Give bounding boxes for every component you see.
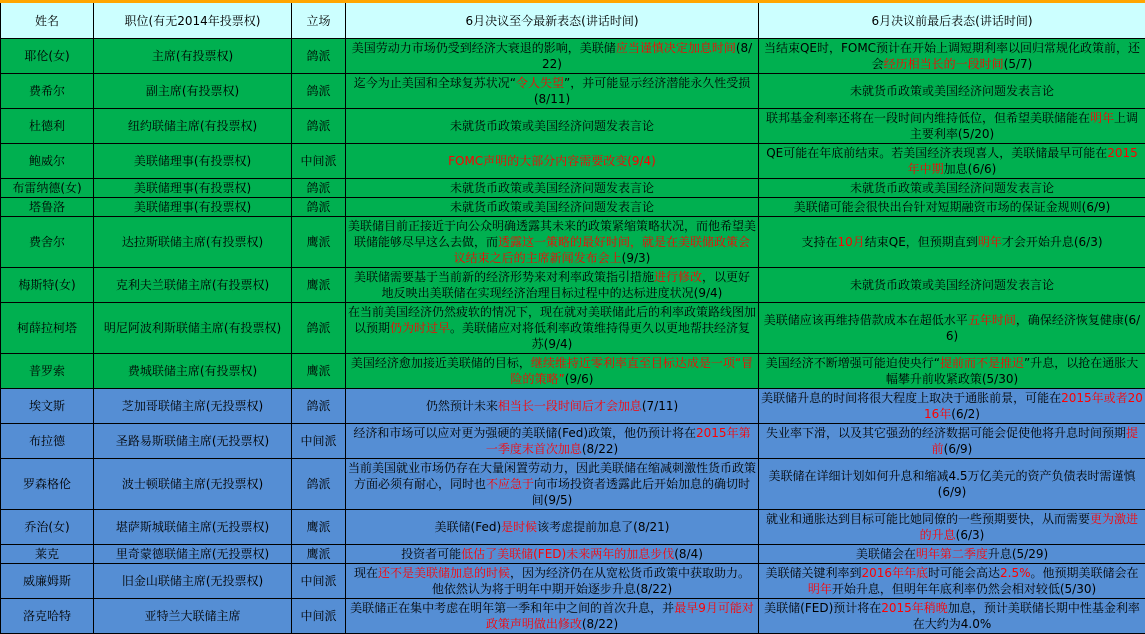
statement-text: 美国劳动力市场仍受到经济大衰退的影响，美联储 <box>352 41 616 55</box>
highlighted-text: 2.5% <box>1000 566 1031 580</box>
statement-text: (9/3) <box>622 251 651 265</box>
last-statement-cell[interactable] <box>759 564 1145 599</box>
highlighted-text: 明年 <box>978 235 1002 249</box>
statement-text: 美联储应该再维持借款成本在超低水平 <box>764 313 968 327</box>
last-statement-cell[interactable] <box>759 424 1145 459</box>
stance-cell[interactable]: 中间派 <box>292 564 346 599</box>
table-row <box>1 109 1145 144</box>
statement-text: 未就货币政策或美国经济问题发表言论 <box>450 181 654 195</box>
statement-text: ，以更好地反映出美联储在实现经济治理目标过程中的达标进度状况(9/4) <box>382 270 750 300</box>
column-header-latest-statement[interactable]: 6月决议至今最新表态(讲话时间) <box>346 2 759 39</box>
name-cell[interactable]: 布拉德 <box>1 424 94 459</box>
position-cell[interactable]: 美联储理事(有投票权) <box>94 198 292 217</box>
highlighted-text: 令人失望 <box>516 76 564 90</box>
highlighted-text: 明年第二季度 <box>916 547 988 561</box>
name-cell-selected[interactable]: 洛克哈特 <box>1 599 94 634</box>
stance-cell[interactable]: 鹰派 <box>292 268 346 303</box>
highlighted-text: 10月 <box>838 235 865 249</box>
latest-statement-cell[interactable] <box>346 389 759 424</box>
statement-text: 未就货币政策或美国经济问题发表言论 <box>850 278 1054 292</box>
latest-statement-cell[interactable] <box>346 599 759 634</box>
name-cell[interactable]: 柯薛拉柯塔 <box>1 303 94 354</box>
highlighted-text: 明年 <box>808 582 832 596</box>
name-cell[interactable]: 莱克 <box>1 545 94 564</box>
statement-text: 美联储在详细计划如何升息和缩减4.5万亿美元的资产负债表时需谨慎(6/9) <box>768 469 1135 499</box>
statement-text: 美联储会在 <box>856 547 916 561</box>
last-statement-cell[interactable] <box>759 74 1145 109</box>
table-row <box>1 545 1145 564</box>
latest-statement-cell[interactable] <box>346 144 759 179</box>
column-header-position[interactable]: 职位(有无2014年投票权) <box>94 2 292 39</box>
last-statement-cell[interactable] <box>759 389 1145 424</box>
position-cell[interactable]: 波士顿联储主席(无投票权) <box>94 459 292 510</box>
statement-text: (6/3) <box>956 528 985 542</box>
statement-text: 结束QE，但预期直到 <box>865 235 978 249</box>
statement-text: (8/22) <box>582 442 618 456</box>
latest-statement-cell[interactable] <box>346 303 759 354</box>
position-cell[interactable]: 圣路易斯联储主席(无投票权) <box>94 424 292 459</box>
table-row <box>1 198 1145 217</box>
statement-text: 未就货币政策或美国经济问题发表言论 <box>450 119 654 133</box>
last-statement-cell[interactable] <box>759 109 1145 144</box>
statement-text: 美联储可能会很快出台针对短期融资市场的保证金规则(6/9) <box>794 200 1111 214</box>
statement-text: 就业和通胀达到目标可能比她同僚的一些预期要快，从而需要 <box>766 512 1090 526</box>
table-row <box>1 459 1145 510</box>
last-statement-cell[interactable] <box>759 303 1145 354</box>
highlighted-text: FOMC声明的大部分内容需要改变(9/4) <box>448 154 656 168</box>
statement-text: ，因为经济仍在从宽松货币政策中获取助力。他依然认为将于明年中期开始逐步升息(8/22) <box>432 566 750 596</box>
position-cell[interactable]: 达拉斯联储主席(有投票权) <box>94 217 292 268</box>
position-cell[interactable]: 主席(有投票权) <box>94 39 292 74</box>
statement-text: 在当前美国经济仍然疲软的情况下，现在就对美联储此后的利率政策路线图加以预期 <box>348 305 756 335</box>
latest-statement-cell[interactable] <box>346 564 759 599</box>
statement-text: 美联储升息的时间将很大程度上取决于通胀前景，可能在 <box>761 391 1061 405</box>
highlighted-text: 最早9月可能对政策声明做出修改 <box>486 601 754 631</box>
highlighted-text: 低估了美联储(FED)未来两年的加息步伐 <box>461 547 674 561</box>
statement-text: 美国经济愈加接近美联储的目标， <box>351 356 531 370</box>
table-row <box>1 510 1145 545</box>
position-cell[interactable]: 美联储理事(有投票权) <box>94 179 292 198</box>
highlighted-text: 2015年稍晚 <box>881 601 948 615</box>
position-cell[interactable]: 美联储理事(有投票权) <box>94 144 292 179</box>
name-cell[interactable]: 罗森格伦 <box>1 459 94 510</box>
statement-text: (8/22) <box>582 617 618 631</box>
statement-text: 联邦基金利率还将在一段时间内维持低位，但希望美联储能在 <box>766 111 1090 125</box>
statement-text: 未就货币政策或美国经济问题发表言论 <box>850 181 1054 195</box>
column-header-last-statement[interactable]: 6月决议前最后表态(讲话时间) <box>759 2 1145 39</box>
statement-text: 现在 <box>354 566 378 580</box>
name-cell[interactable]: 埃文斯 <box>1 389 94 424</box>
last-statement-cell[interactable] <box>759 268 1145 303</box>
statement-text: 美联储需要基于当前新的经济形势来对利率政策指引措施 <box>354 270 654 284</box>
statement-text: 美联储正在集中考虑在明年第一季和年中之间的首次升息，并 <box>350 601 674 615</box>
stance-cell[interactable]: 鸽派 <box>292 303 346 354</box>
table-row <box>1 564 1145 599</box>
stance-cell[interactable]: 鸽派 <box>292 198 346 217</box>
highlighted-text: 五年时间 <box>968 313 1016 327</box>
table-row <box>1 217 1145 268</box>
table-row <box>1 144 1145 179</box>
table-row <box>1 303 1145 354</box>
latest-statement-cell[interactable] <box>346 39 759 74</box>
name-cell[interactable]: 乔治(女) <box>1 510 94 545</box>
statement-text: 未就货币政策或美国经济问题发表言论 <box>850 84 1054 98</box>
last-statement-cell[interactable] <box>759 39 1145 74</box>
stance-cell[interactable]: 鸽派 <box>292 74 346 109</box>
position-cell[interactable]: 纽约联储主席(有投票权) <box>94 109 292 144</box>
stance-cell[interactable]: 中间派 <box>292 424 346 459</box>
latest-statement-cell[interactable] <box>346 268 759 303</box>
statement-text: 美联储关键利率到 <box>765 566 861 580</box>
statement-text: 仍然预计未来 <box>426 399 498 413</box>
statement-text: (9/6) <box>565 372 594 386</box>
statement-text: 未就货币政策或美国经济问题发表言论 <box>450 200 654 214</box>
name-cell[interactable]: 费舍尔 <box>1 217 94 268</box>
position-cell[interactable]: 亚特兰大联储主席 <box>94 599 292 634</box>
position-cell[interactable]: 旧金山联储主席(无投票权) <box>94 564 292 599</box>
statement-text: 投资者可能 <box>401 547 461 561</box>
statement-text: 才会开始升息(6/3) <box>1002 235 1103 249</box>
statement-text: (7/11) <box>642 399 678 413</box>
table-row <box>1 389 1145 424</box>
highlighted-text: 明年 <box>1090 111 1114 125</box>
statement-text: 美国经济不断增强可能迫使央行“ <box>766 356 940 370</box>
name-cell[interactable]: 威廉姆斯 <box>1 564 94 599</box>
statement-text: 迄今为止美国和全球复苏状况“ <box>354 76 516 90</box>
last-statement-cell[interactable] <box>759 459 1145 510</box>
last-statement-cell[interactable] <box>759 179 1145 198</box>
statement-text: 开始升息，但明年年底利率仍然会相对较低(5/30) <box>832 582 1096 596</box>
statement-text: 升息(5/29) <box>988 547 1048 561</box>
table-row <box>1 424 1145 459</box>
stance-cell[interactable]: 鸽派 <box>292 459 346 510</box>
highlighted-text: 继续维持近零利率直至目标达成是一项“冒险的策略” <box>511 356 754 386</box>
latest-statement-cell[interactable] <box>346 217 759 268</box>
table-row <box>1 268 1145 303</box>
column-header-stance[interactable]: 立场 <box>292 2 346 39</box>
statement-text: 该考虑提前加息了(8/21) <box>537 520 669 534</box>
name-cell[interactable]: 杜德利 <box>1 109 94 144</box>
table-header-row <box>1 2 1145 39</box>
position-cell[interactable]: 费城联储主席(有投票权) <box>94 354 292 389</box>
statement-text: (6/2) <box>951 407 980 421</box>
name-cell[interactable]: 布雷纳德(女) <box>1 179 94 198</box>
latest-statement-cell[interactable] <box>346 179 759 198</box>
stance-cell[interactable]: 鹰派 <box>292 354 346 389</box>
highlighted-text: 2015年或者2016年 <box>924 391 1143 421</box>
table-body <box>1 39 1145 634</box>
statement-text: 加息，预计美联储长期中性基金利率在大约为4.0% <box>913 601 1140 631</box>
last-statement-cell[interactable] <box>759 545 1145 564</box>
highlighted-text: 提前而不是推迟 <box>940 356 1024 370</box>
position-cell[interactable]: 堪萨斯城联储主席(无投票权) <box>94 510 292 545</box>
name-cell[interactable]: 塔鲁洛 <box>1 198 94 217</box>
stance-cell[interactable]: 鸽派 <box>292 179 346 198</box>
statement-text: 。他预期美联储会在 <box>1031 566 1139 580</box>
last-statement-cell[interactable] <box>759 144 1145 179</box>
latest-statement-cell[interactable] <box>346 424 759 459</box>
last-statement-cell[interactable] <box>759 217 1145 268</box>
column-header-name[interactable]: 姓名 <box>1 2 94 39</box>
stance-cell[interactable]: 中间派 <box>292 599 346 634</box>
stance-cell[interactable]: 鸽派 <box>292 109 346 144</box>
last-statement-cell[interactable] <box>759 354 1145 389</box>
table-row <box>1 599 1145 634</box>
highlighted-text: 透露这一策略的最好时间，就是在美联储政策会议结束之后的主席新闻发布会上 <box>454 235 750 265</box>
statement-text: (8/4) <box>674 547 703 561</box>
name-cell[interactable]: 费希尔 <box>1 74 94 109</box>
highlighted-text: 是时候 <box>501 520 537 534</box>
statement-text: 。美联储应对将低利率政策维持得更久以更地帮扶经济复苏(9/4) <box>450 321 750 351</box>
statement-text: 当前美国就业市场仍存在大量闲置劳动力，因此美联储在缩减刺激性货币政策方面必须有耐心，同时也 <box>348 461 756 491</box>
statement-text: QE可能在年底前结束。若美国经济表现喜人，美联储最早可能在 <box>766 146 1107 160</box>
name-cell[interactable]: 梅斯特(女) <box>1 268 94 303</box>
stance-cell[interactable]: 鹰派 <box>292 510 346 545</box>
statement-text: (8/22) <box>542 41 752 71</box>
statement-text: 经济和市场可以应对更为强硬的美联储(Fed)政策，他仍预计将在 <box>353 426 696 440</box>
position-cell[interactable]: 明尼阿波利斯联储主席(有投票权) <box>94 303 292 354</box>
highlighted-text: 2015年第一季度末首次加息 <box>486 426 751 456</box>
last-statement-cell[interactable] <box>759 599 1145 634</box>
latest-statement-cell[interactable] <box>346 459 759 510</box>
statement-text: (5/7) <box>1004 57 1033 71</box>
table-row <box>1 74 1145 109</box>
position-cell[interactable]: 芝加哥联储主席(无投票权) <box>94 389 292 424</box>
highlighted-text: 不应急于 <box>486 477 534 491</box>
statement-text: 加息(6/6) <box>944 162 997 176</box>
statement-text: 当结束QE时，FOMC预计在开始上调短期利率以回归常规化政策前，还会 <box>764 41 1140 71</box>
table-row <box>1 179 1145 198</box>
highlighted-text: 应当谨慎决定加息时间 <box>616 41 736 55</box>
highlighted-text: 相当长一段时间后才会加息 <box>498 399 642 413</box>
statement-text: ”升息，以抢在通胀大幅攀升前收紧政策(5/30) <box>886 356 1138 386</box>
latest-statement-cell[interactable] <box>346 354 759 389</box>
last-statement-cell[interactable] <box>759 198 1145 217</box>
table-row <box>1 354 1145 389</box>
last-statement-cell[interactable] <box>759 510 1145 545</box>
highlighted-text: 2016年年底 <box>861 566 928 580</box>
statement-text: 支持在 <box>801 235 837 249</box>
name-cell[interactable]: 鲍威尔 <box>1 144 94 179</box>
highlighted-text: 仍为时过早 <box>390 321 450 335</box>
position-cell[interactable]: 里奇蒙德联储主席(无投票权) <box>94 545 292 564</box>
statement-text: 美联储目前正接近于向公众明确透露其未来的政策紧缩策略状况，而他希望美联储能够尽早这么去做，而 <box>348 219 756 249</box>
highlighted-text: 2015年中期 <box>908 146 1138 176</box>
name-cell[interactable]: 耶伦(女) <box>1 39 94 74</box>
position-cell[interactable]: 克利夫兰联储主席(有投票权) <box>94 268 292 303</box>
statement-text: 向市场投资者透露此后开始加息的确切时间(9/5) <box>532 477 750 507</box>
position-cell[interactable]: 副主席(有投票权) <box>94 74 292 109</box>
statement-text: (6/9) <box>944 442 973 456</box>
latest-statement-cell[interactable] <box>346 198 759 217</box>
latest-statement-cell[interactable] <box>346 109 759 144</box>
statement-text: 上调主要利率(5/20) <box>910 111 1138 141</box>
statement-text: 失业率下滑，以及其它强劲的经济数据可能会促使他将升息时间预期 <box>766 426 1126 440</box>
statement-text: ”，并可能显示经济潜能永久性受损(8/11) <box>534 76 750 106</box>
highlighted-text: 还不是美联储加息的时候 <box>378 566 510 580</box>
statement-text: 时可能会高达 <box>928 566 1000 580</box>
latest-statement-cell[interactable] <box>346 510 759 545</box>
highlighted-text: 提前 <box>932 426 1138 456</box>
stance-cell[interactable]: 鹰派 <box>292 545 346 564</box>
table-row <box>1 39 1145 74</box>
name-cell[interactable]: 普罗索 <box>1 354 94 389</box>
highlighted-text: 更为激进的升息 <box>920 512 1138 542</box>
statement-text: 美联储(FED)预计将在 <box>764 601 881 615</box>
stance-cell[interactable]: 鸽派 <box>292 39 346 74</box>
statement-text: 美联储(Fed) <box>435 520 502 534</box>
latest-statement-cell[interactable] <box>346 545 759 564</box>
highlighted-text: 进行修改 <box>654 270 702 284</box>
stance-cell[interactable]: 鹰派 <box>292 217 346 268</box>
statement-text: ，确保经济恢复健康(6/6) <box>946 313 1140 343</box>
stance-cell[interactable]: 鸽派 <box>292 389 346 424</box>
latest-statement-cell[interactable] <box>346 74 759 109</box>
stance-cell[interactable]: 中间派 <box>292 144 346 179</box>
highlighted-text: 经历相当长的一段时间 <box>884 57 1004 71</box>
